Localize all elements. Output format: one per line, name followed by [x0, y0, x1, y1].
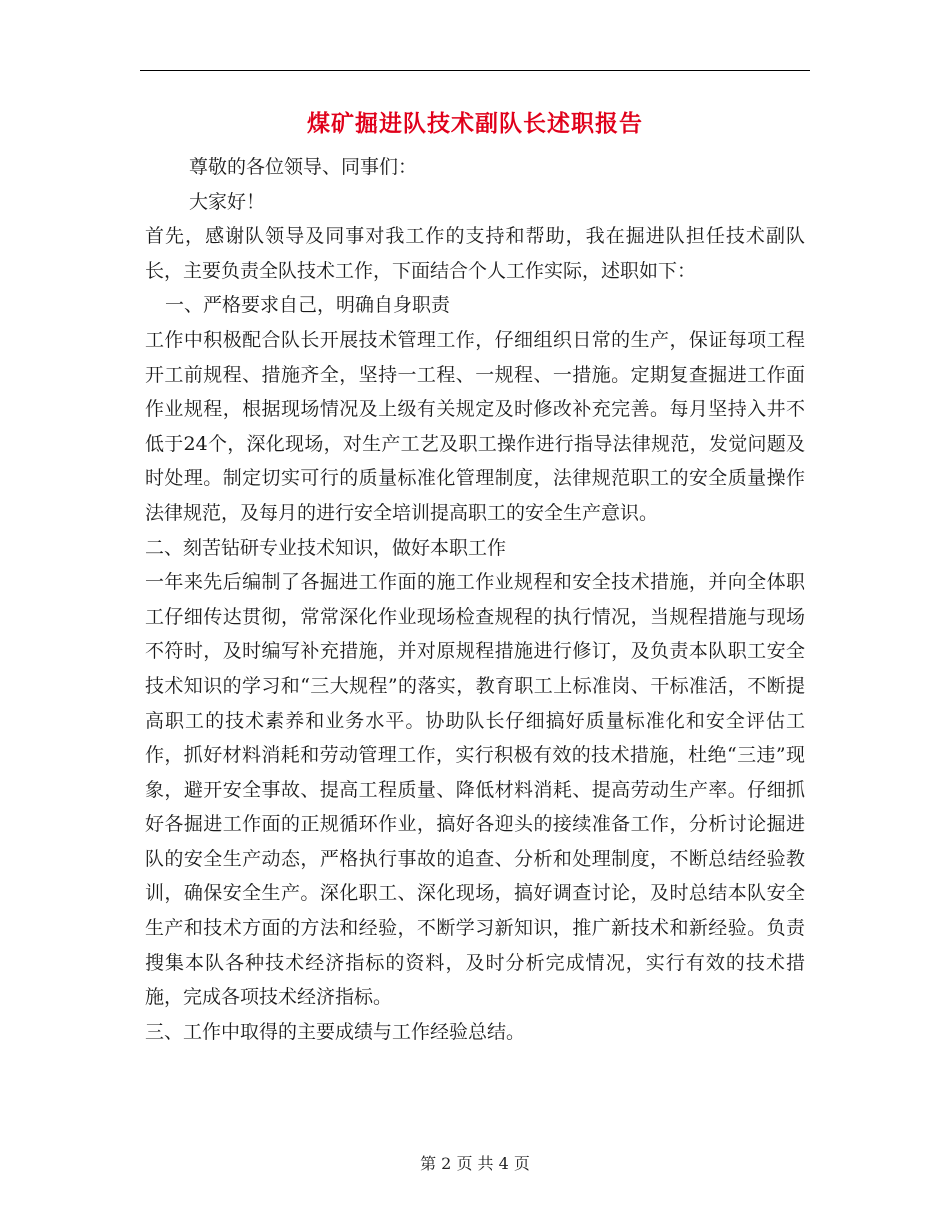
section-3-heading: 三、工作中取得的主要成绩与工作经验总结。	[145, 1020, 526, 1043]
header-rule	[140, 70, 810, 71]
page-number-footer: 第 2 页 共 4 页	[420, 1154, 530, 1173]
intro-paragraph: 首先，感谢队领导及同事对我工作的支持和帮助，我在掘进队担任技术副队长，主要负责全队技术工作，下面结合个人工作实际，述职如下：	[145, 225, 805, 282]
section-1-paragraph: 工作中积极配合队长开展技术管理工作，仔细组织日常的生产，保证每项工程开工前规程、措施齐全，坚持一工程、一规程、一措施。定期复查掘进工作面作业规程，根据现场情况及上级有关规定及时修改补充完善。每月坚持入井不低于24个，深化现场，对生产工艺及职工操作进行指导法律规范，发觉问题及时处理。制定切实可行的质量标准化管理制度，法律规范职工的安全质量操作法律规范，及每月的进行安全培训提高职工的安全生产意识。	[145, 328, 805, 524]
document-title: 煤矿掘进队技术副队长述职报告	[307, 110, 643, 137]
hello-line: 大家好！	[189, 190, 266, 213]
section-1-heading: 一、严格要求自己，明确自身职责	[165, 294, 451, 317]
greeting-line: 尊敬的各位领导、同事们：	[189, 156, 418, 178]
section-2-paragraph: 一年来先后编制了各掘进工作面的施工作业规程和安全技术措施，并向全体职工仔细传达贯彻，常常深化作业现场检查规程的执行情况，当规程措施与现场不符时，及时编写补充措施，并对原规程措施进行修订，及负责本队职工安全技术知识的学习和“三大规程”的落实，教育职工上标准岗、干标准活，不断提高职工的技术素养和业务水平。协助队长仔细搞好质量标准化和安全评估工作，抓好材料消耗和劳动管理工作，实行积极有效的技术措施，杜绝“三违”现象，避开安全事故、提高工程质量、降低材料消耗、提高劳动生产率。仔细抓好各掘进工作面的正规循环作业，搞好各迎头的接续准备工作，分析讨论掘进队的安全生产动态，严格执行事故的追查、分析和处理制度，不断总结经验教训，确保安全生产。深化职工、深化现场，搞好调查讨论，及时总结本队安全生产和技术方面的方法和经验，不断学习新知识，推广新技术和新经验。负责搜集本队各种技术经济指标的资料，及时分析完成情况，实行有效的技术措施，完成各项技术经济指标。	[145, 571, 805, 1009]
document-body	[145, 150, 805, 1049]
section-2-heading: 二、刻苦钻研专业技术知识，做好本职工作	[145, 536, 507, 559]
